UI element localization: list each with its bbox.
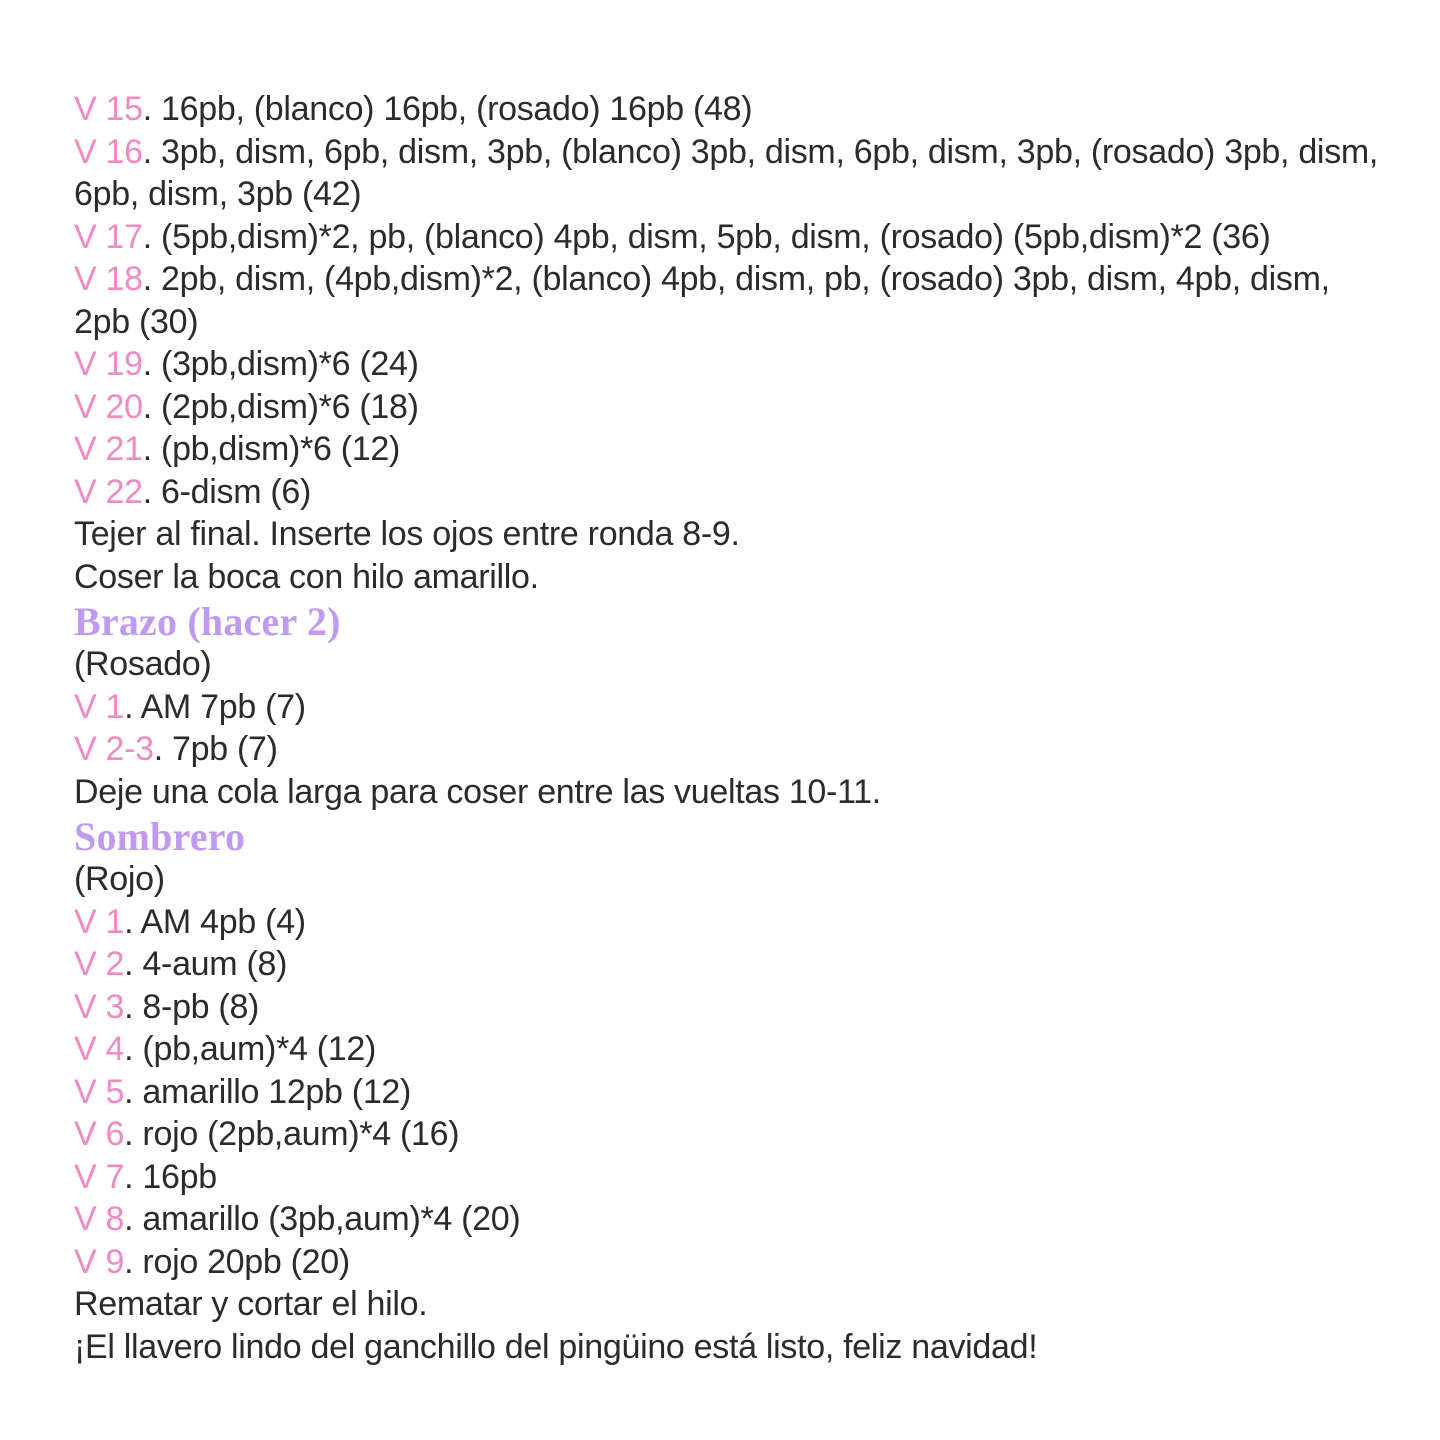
- pattern-document: [74, 88, 1440, 1368]
- round-label: V 5: [74, 1072, 125, 1111]
- section-heading-arm: Brazo (hacer 2): [74, 599, 341, 644]
- round-instruction: . amarillo 12pb (12): [124, 1072, 412, 1111]
- round-label: V 19: [74, 345, 143, 383]
- round-label: V 18: [74, 260, 143, 298]
- round-label: V 22: [74, 472, 143, 511]
- round-instruction: . (5pb,dism)*2, pb, (blanco) 4pb, dism, 5pb, dism, (rosado) (5pb,dism)*2 (36): [142, 217, 1271, 256]
- round-line: [74, 943, 1440, 986]
- round-line-continuation: [74, 301, 1440, 344]
- instruction-note: Tejer al final. Inserte los ojos entre ronda 8-9.: [74, 515, 740, 553]
- round-label: V 15: [74, 90, 143, 128]
- round-instruction: . 6-dism (6): [142, 472, 312, 511]
- round-instruction: . rojo (2pb,aum)*4 (16): [124, 1115, 460, 1153]
- round-instruction: 2pb (30): [74, 302, 199, 341]
- instruction-note: Deje una cola larga para coser entre las vueltas 10-11.: [74, 772, 881, 811]
- round-label: V 8: [74, 1200, 125, 1238]
- head-rounds-section: [74, 88, 1440, 598]
- round-instruction: . AM 4pb (4): [124, 902, 306, 941]
- section-heading-hat: Sombrero: [74, 814, 246, 859]
- round-line: [74, 216, 1440, 259]
- round-instruction: . (pb,aum)*4 (12): [124, 1030, 377, 1068]
- color-note: (Rojo): [74, 860, 165, 898]
- round-instruction: . 4-aum (8): [124, 945, 288, 983]
- round-instruction: . (pb,dism)*6 (12): [142, 430, 400, 468]
- round-label: V 2-3: [74, 730, 154, 768]
- round-line: [74, 728, 1440, 771]
- round-instruction: . amarillo (3pb,aum)*4 (20): [124, 1200, 521, 1238]
- instruction-note: Rematar y cortar el hilo.: [74, 1285, 428, 1323]
- round-instruction: . 3pb, dism, 6pb, dism, 3pb, (blanco) 3pb, dism, 6pb, dism, 3pb, (rosado) 3pb, dism, 6pb, dism, 3pb (42): [74, 132, 1379, 213]
- round-line: [74, 1156, 1440, 1199]
- round-label: V 7: [74, 1157, 125, 1196]
- round-instruction: . 7pb (7): [153, 730, 278, 768]
- round-line: [74, 686, 1440, 729]
- round-label: V 3: [74, 987, 125, 1026]
- round-label: V 6: [74, 1115, 125, 1153]
- round-label: V 1: [74, 902, 125, 941]
- round-label: V 2: [74, 945, 125, 983]
- round-label: V 9: [74, 1242, 125, 1281]
- round-line: [74, 1198, 1440, 1241]
- round-line: [74, 428, 1440, 471]
- round-label: V 1: [74, 687, 125, 726]
- round-label: V 21: [74, 430, 143, 468]
- round-label: V 17: [74, 217, 143, 256]
- round-line: [74, 901, 1440, 944]
- round-instruction: . AM 7pb (7): [124, 687, 306, 726]
- round-line: [74, 1241, 1440, 1284]
- closing-message: ¡El llavero lindo del ganchillo del pingüino está listo, feliz navidad!: [74, 1327, 1038, 1366]
- instruction-note: Coser la boca con hilo amarillo.: [74, 557, 539, 596]
- round-label: V 16: [74, 132, 143, 171]
- round-instruction: . (3pb,dism)*6 (24): [142, 345, 419, 383]
- round-label: V 4: [74, 1030, 125, 1068]
- round-line: [74, 471, 1440, 514]
- arm-section: [74, 598, 1440, 813]
- round-line: [74, 343, 1440, 386]
- round-instruction: . 16pb, (blanco) 16pb, (rosado) 16pb (48): [142, 90, 753, 128]
- color-note: (Rosado): [74, 645, 212, 683]
- hat-section: [74, 813, 1440, 1368]
- round-line: [74, 986, 1440, 1029]
- round-instruction: . 8-pb (8): [124, 987, 260, 1026]
- round-line: [74, 386, 1440, 429]
- round-instruction: . (2pb,dism)*6 (18): [142, 387, 419, 426]
- round-line: [74, 1028, 1440, 1071]
- round-instruction: . 2pb, dism, (4pb,dism)*2, (blanco) 4pb, dism, pb, (rosado) 3pb, dism, 4pb, dism,: [142, 260, 1330, 298]
- round-instruction: . 16pb: [124, 1157, 217, 1196]
- round-label: V 20: [74, 387, 143, 426]
- round-line: [74, 1113, 1440, 1156]
- round-line: [74, 88, 1440, 131]
- round-line: [74, 258, 1440, 301]
- round-line: [74, 1071, 1440, 1114]
- round-instruction: . rojo 20pb (20): [124, 1242, 350, 1281]
- round-line: [74, 131, 1440, 216]
